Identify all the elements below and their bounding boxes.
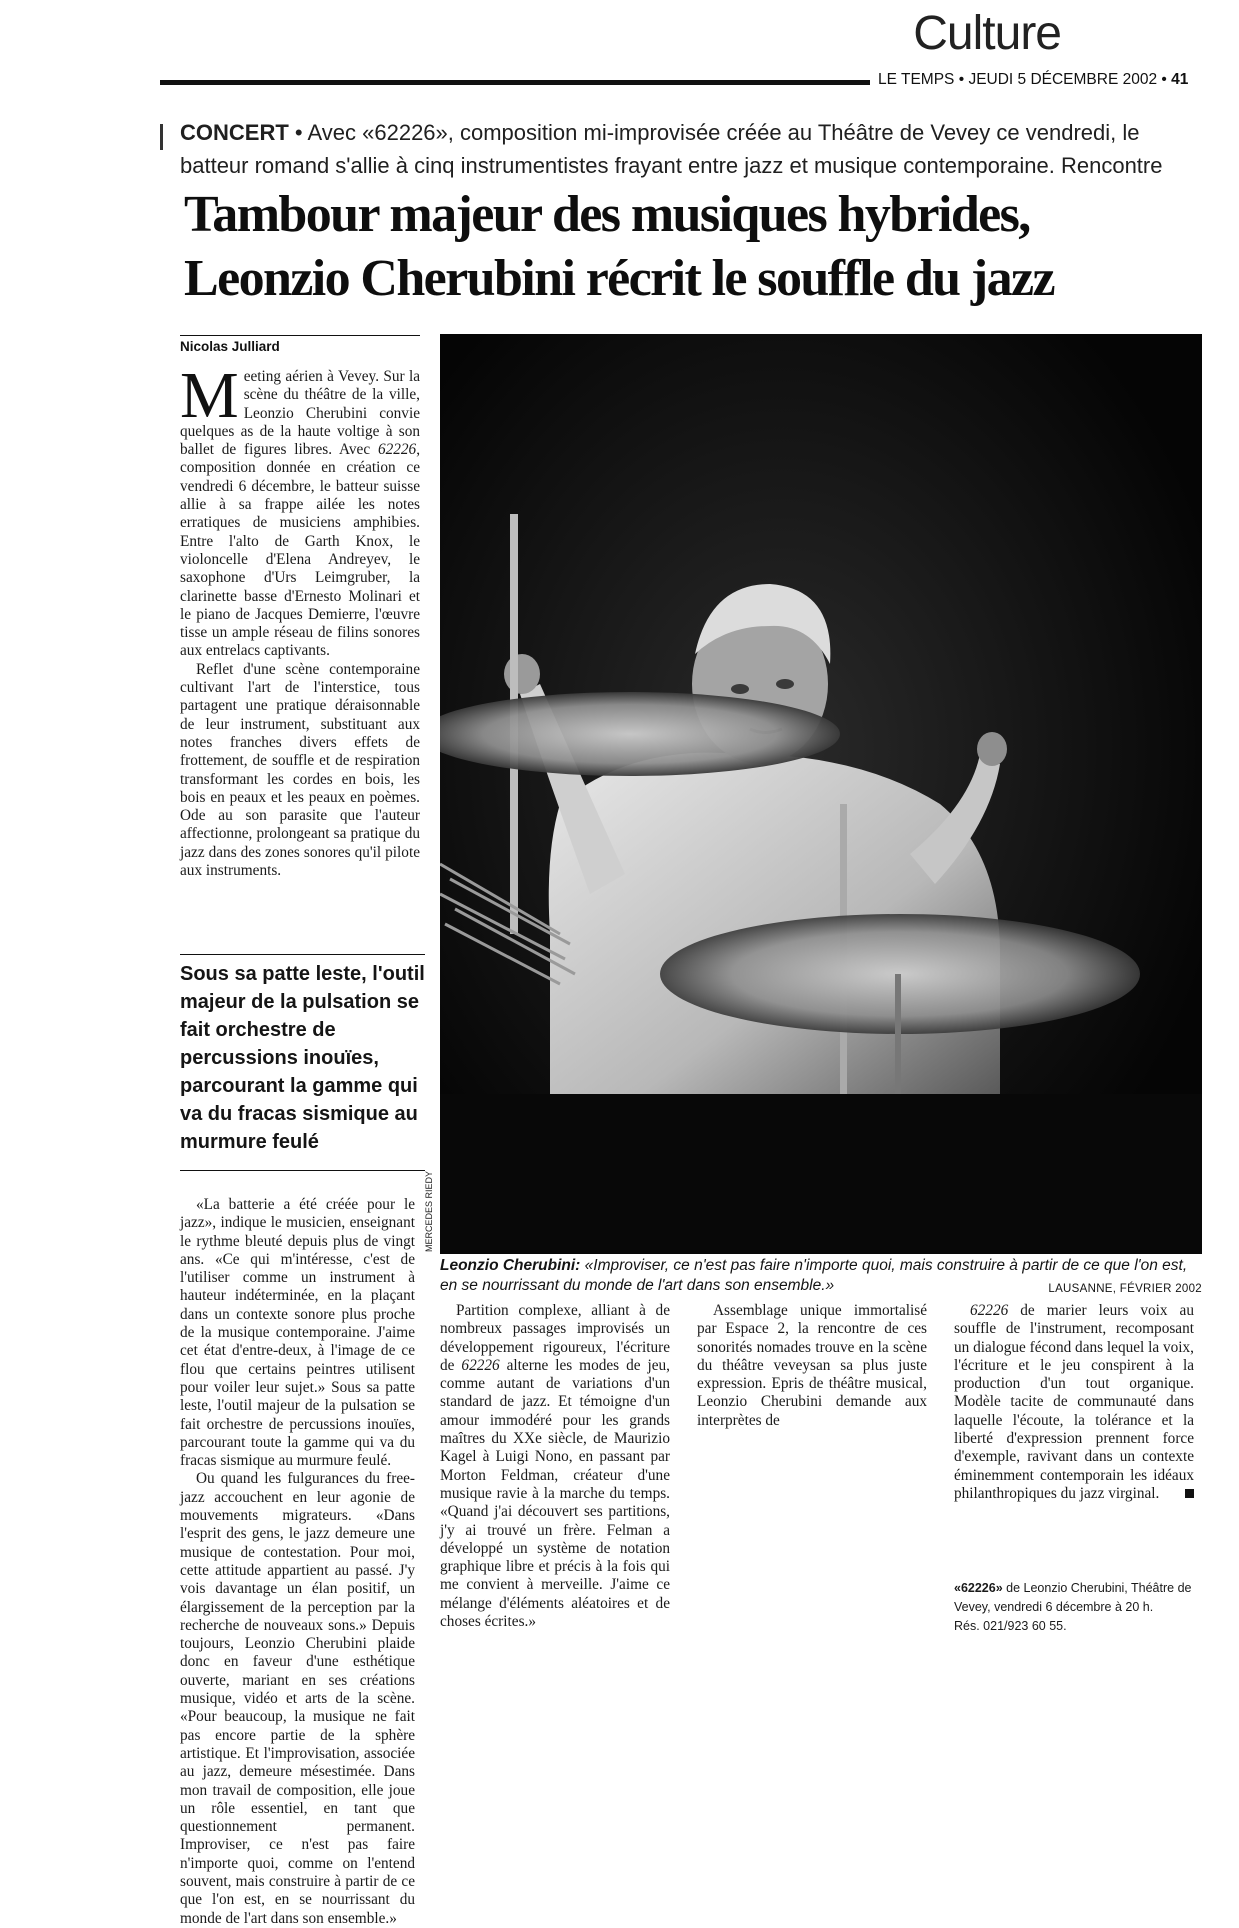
pullquote-rule-top xyxy=(180,954,425,955)
dropcap: M xyxy=(180,359,239,432)
work-title-2: 62226 xyxy=(461,1356,500,1374)
deck-text: Avec «62226», composition mi-improvisée créée au Théâtre de Vevey ce vendredi, le batteur romand s'allie à cinq instrumentistes frayant entre jazz et musique contemporaine. Rencontre xyxy=(180,120,1163,178)
paragraph-6-cont xyxy=(954,1302,1194,1503)
article-column-1 xyxy=(180,359,421,880)
caption-quote: «Improviser, ce n'est pas faire n'importe quoi, mais construire à partir de ce que l'on est, en se nourrissant du monde de l'art dans son ensemble.» xyxy=(440,1257,1188,1294)
paragraph-3: «La batterie a été créée pour le jazz», indique le musicien, enseignant le rythme bleuté depuis plus de vingt ans. «Ce qui m'intéresse, c'est de l'utiliser comme un instrument à hauteur indéterminée, en la plaçant dans un contexte sonore plus proche de la musique contemporaine. J'aime cet état d'entre-deux, à l'image de ce flou que certains peintres utilisent pour voiler leur sujet.» Sous sa patte leste, l'outil majeur de la pulsation se fait orchestre de percussions inouïes, parcourant toute la gamme qui va du fracas sismique au murmure feulé. xyxy=(180,1196,415,1470)
work-title-3: 62226 xyxy=(970,1302,1009,1319)
article-column-3 xyxy=(697,1302,927,1430)
paragraph-6 xyxy=(697,1302,927,1430)
photo-credit xyxy=(424,1160,438,1250)
pullquote-rule-bottom xyxy=(180,1170,425,1171)
paragraph-4: Ou quand les fulgurances du free-jazz accouchent en leur agonie de mouvements migrateurs. «Dans l'esprit des gens, le jazz demeure une musique de contestation. Pour moi, cette attitude appartient au passé. J'y vois davantage un élan positif, un élargissement de la perception par la recherche de nouveaux sons.» Depuis toujours, Leonzio Cherubini plaide donc en faveur d'une esthétique ouverte, mariant en ses créations musique, vidéo et arts de la scène. «Pour beaucoup, la musique ne fait pas encore partie de la sphère artistique. Et l'improvisation, associée au jazz, demeure mésestimée. Dans mon travail de composition, elle joue un rôle essentiel, en tant que questionnement permanent. Improviser, ce n'est pas faire n'importe quoi, comme on l'entend souvent, mais construire à partir de ce que l'on est, en se nourrissant du monde de l'art dans son ensemble.» xyxy=(180,1470,415,1927)
page-number: 41 xyxy=(1171,71,1189,88)
event-title: «62226» xyxy=(954,1581,1003,1595)
drummer-photo-illustration xyxy=(440,334,1202,1254)
byline-rule xyxy=(180,335,420,336)
pullquote: Sous sa patte leste, l'outil majeur de la pulsation se fait orchestre de percussions inouïes, parcourant la gamme qui va du fracas sismique au murmure feulé xyxy=(180,963,425,1153)
photo-credit-text: MERCEDES RIEDY xyxy=(424,1170,434,1252)
caption-place: LAUSANNE, FÉVRIER 2002 xyxy=(1048,1283,1202,1295)
article-column-2 xyxy=(440,1302,670,1631)
end-mark xyxy=(1185,1489,1194,1498)
paragraph-2: Reflet d'une scène contemporaine cultivant l'art de l'interstice, tous partagent une pratique déraisonnable de leur instrument, substituant aux notes franches divers effets de frottement, de souffle et de respiration transformant les cordes en bois, les bois en peaux et les peaux en poèmes. Ode au son parasite que l'auteur affectionne, prolongeant sa pratique du jazz dans des zones sonores qu'il pilote aux instruments. xyxy=(180,660,420,880)
event-reservation: Rés. 021/923 60 55. xyxy=(954,1619,1067,1633)
paragraph-5 xyxy=(440,1302,670,1631)
headline xyxy=(184,183,1194,311)
photo-drummer xyxy=(440,334,1202,1254)
caption-name: Leonzio Cherubini: xyxy=(440,1257,581,1274)
issue-date: JEUDI 5 DÉCEMBRE 2002 xyxy=(968,71,1158,88)
deck-kicker: CONCERT xyxy=(180,120,289,145)
byline: Nicolas Julliard xyxy=(180,339,280,354)
paragraph-6-text: Assemblage unique immortalisé par Espace 2, la rencontre de ces sonorités nomades trouve en la scène du théâtre veveysan sa plus juste expression. Epris de théâtre musical, Leonzio Cherubini demande aux interprètes de xyxy=(697,1302,927,1429)
photo-caption xyxy=(440,1256,1202,1299)
deck: CONCERT • Avec «62226», composition mi-improvisée créée au Théâtre de Vevey ce vendredi, le batteur romand s'allie à cinq instrumentistes frayant entre jazz et musique contemporaine. Rencontre xyxy=(180,120,1163,178)
event-details: de Leonzio Cherubini, Théâtre de Vevey, vendredi 6 décembre à 20 h. xyxy=(954,1581,1192,1614)
event-info xyxy=(954,1579,1194,1636)
paragraph-5-text: Partition complexe, alliant à de nombreux passages improvisés un développement rigoureux, l'écriture de xyxy=(440,1302,670,1374)
header-rule xyxy=(160,80,870,85)
paragraph-5-end: alterne les modes de jeu, comme autant de variations d'un standard de jazz. Et témoigne d'un amour immodéré pour les grands maîtres du XXe siècle, de Maurizio Kagel à Luigi Nono, en passant par Morton Feldman, créateur d'une musique ravie à la marche du temps. «Quand j'ai découvert ses partitions, j'y ai trouvé un frère. Felman a développé un système de notation graphique libre et précis à la fois qui me convient à merveille. J'aime ce mélange d'éléments aléatoires et de choses écrites.» xyxy=(440,1356,670,1631)
paper-name: LE TEMPS xyxy=(878,71,955,88)
article-column-1-lower xyxy=(180,1196,415,1928)
dateline: LE TEMPS • JEUDI 5 DÉCEMBRE 2002 • 41 xyxy=(878,71,1189,88)
article-column-4 xyxy=(954,1302,1194,1503)
paragraph-6-end: de marier leurs voix au souffle de l'instrument, recomposant un dialogue fécond dans lequel la voix, l'écriture et le jeu conspirent à la production d'un tout organique. Modèle tacite de communauté dans laquelle l'écoute, la tolérance et la liberté d'expression prennent force d'exemple, ravivant dans un contexte éminemment contemporain les idéaux philanthropiques du jazz virginal. xyxy=(954,1302,1195,1502)
paragraph-1-end: , composition donnée en création ce vendredi 6 décembre, le batteur suisse allie à sa frappe ailée les notes erratiques de musiciens amphibies. Entre l'alto de Garth Knox, le violoncelle d'Elena Andreyev, le saxophone d'Urs Leimgruber, la clarinette basse d'Ernesto Molinari et le piano de Jacques Demierre, l'œuvre tisse un ample réseau de filins sonores aux entrelacs captivants. xyxy=(180,441,421,660)
work-title: 62226 xyxy=(377,441,417,459)
paragraph-1 xyxy=(180,359,421,661)
headline-line-1: Tambour majeur des musiques hybrides, xyxy=(184,186,1030,243)
headline-line-2: Leonzio Cherubini récrit le souffle du jazz xyxy=(184,250,1054,307)
deck-mark xyxy=(160,124,163,150)
section-title: Culture xyxy=(913,7,1061,60)
paragraph-1-text: eeting aérien à Vevey. Sur la scène du théâtre de la ville, Leonzio Cherubini convie quelques as de la haute voltige à son ballet de figures libres. Avec xyxy=(180,368,420,459)
